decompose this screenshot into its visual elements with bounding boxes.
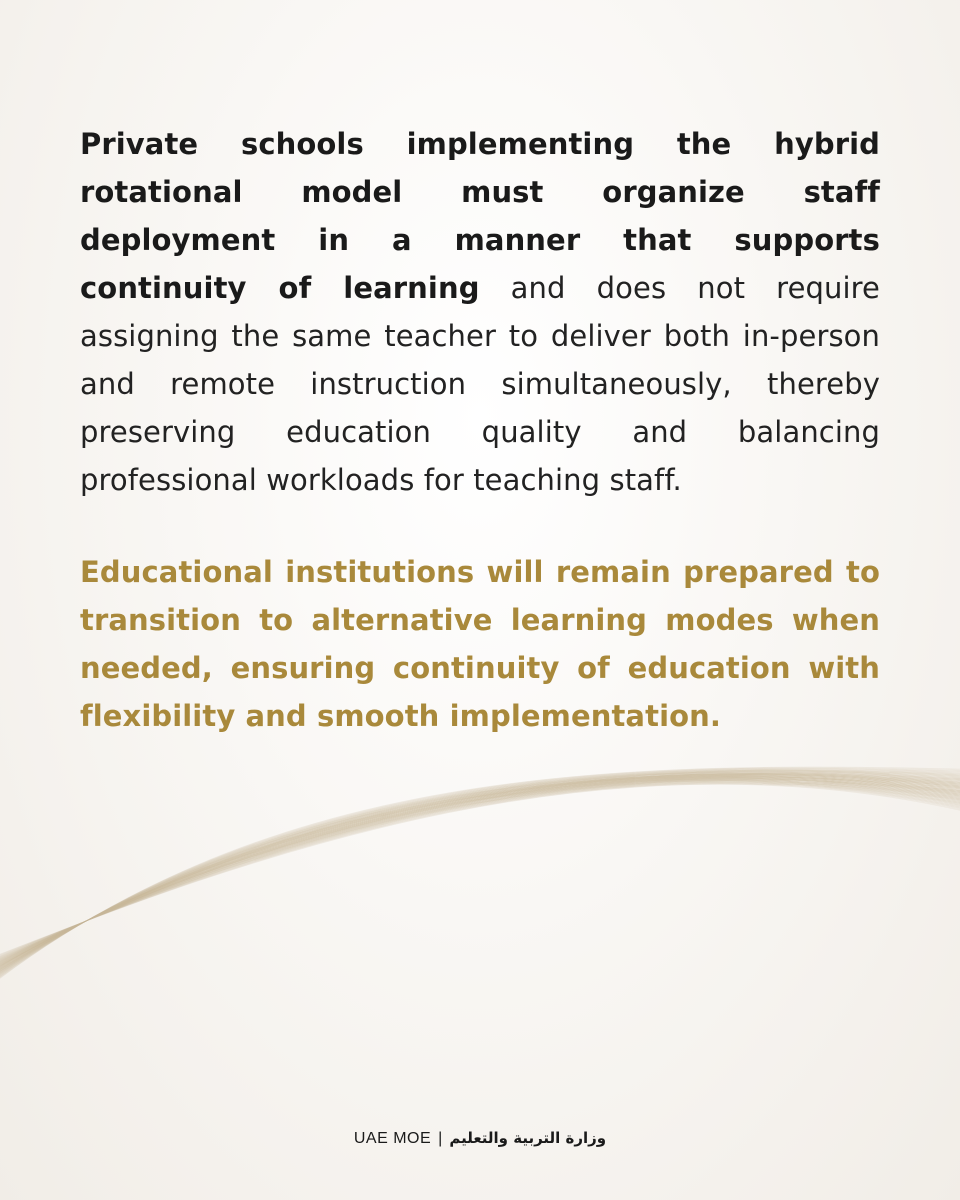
wave-line — [0, 783, 960, 975]
wave-line — [0, 782, 960, 976]
wave-line — [0, 779, 960, 982]
footer-arabic-label: وزارة التربية والتعليم — [449, 1129, 607, 1147]
wave-line — [0, 783, 960, 972]
wave-line — [0, 783, 960, 974]
wave-line — [0, 776, 960, 991]
wave-line — [0, 780, 960, 981]
main-content — [80, 120, 880, 740]
wave-line — [0, 777, 960, 986]
footer-english-label: UAE MOE — [353, 1130, 432, 1147]
wave-line — [0, 779, 960, 983]
wave-line — [0, 778, 960, 986]
wave-line — [0, 780, 960, 982]
wave-line — [0, 774, 960, 995]
wave-line — [0, 781, 960, 977]
footer-ministry-logo — [0, 1128, 960, 1148]
wave-line — [0, 781, 960, 978]
wave-line — [0, 774, 960, 994]
paragraph1-bold-text: Private schools implementing the hybrid rotational model must organize staff deployment in a manner that supports continuity of learning — [80, 127, 880, 305]
wave-line — [0, 776, 960, 989]
wave-line — [0, 775, 960, 992]
wave-line — [0, 775, 960, 991]
wave-line — [0, 778, 960, 985]
wave-line — [0, 784, 960, 972]
wave-line — [0, 777, 960, 988]
wave-line — [0, 775, 960, 993]
wave-line — [0, 780, 960, 979]
footer-separator: | — [438, 1130, 443, 1147]
paragraph-alternative-learning: Educational institutions will remain prepared to transition to alternative learning modes when needed, ensuring continuity of education with flexibility and smooth implementation. — [80, 555, 880, 733]
wave-line — [0, 779, 960, 985]
wave-line — [0, 782, 960, 975]
wave-line — [0, 777, 960, 989]
wave-line — [0, 784, 960, 970]
wave-line — [0, 784, 960, 971]
paragraph-staff-deployment — [80, 120, 880, 504]
wave-line — [0, 781, 960, 979]
paragraph1-regular-text: and does not require assigning the same teacher to deliver both in-person and remote instruction simultaneously, thereby preserving education quality and balancing professional workloads for teaching staff. — [80, 271, 880, 497]
